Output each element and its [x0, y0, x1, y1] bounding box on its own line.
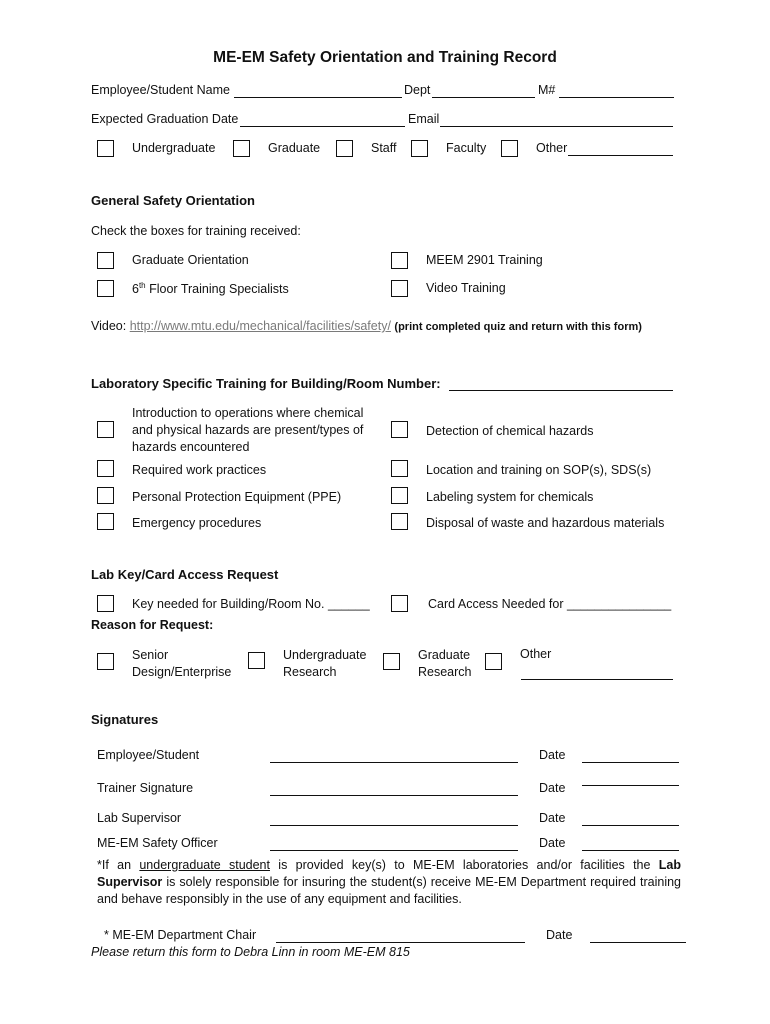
- name-field[interactable]: [234, 97, 402, 98]
- video-link[interactable]: http://www.mtu.edu/mechanical/facilities/safety/: [129, 319, 391, 333]
- chair-date-line[interactable]: [590, 942, 686, 943]
- dept-label: Dept: [404, 83, 431, 97]
- other-reason-checkbox[interactable]: [485, 653, 502, 670]
- lab-item-label: Introduction to operations where chemical and physical hazards are present/types of hazards encountered: [132, 406, 364, 454]
- safety-officer-signature-line[interactable]: [270, 850, 518, 851]
- labeling-checkbox[interactable]: [391, 487, 408, 504]
- lab-item-label: Required work practices: [132, 463, 267, 477]
- signature-row-label: ME-EM Safety Officer: [97, 836, 218, 850]
- form-title: ME-EM Safety Orientation and Training Record: [213, 49, 557, 66]
- undergraduate-checkbox[interactable]: [97, 140, 114, 157]
- meem-2901-checkbox[interactable]: [391, 252, 408, 269]
- date-label: Date: [539, 811, 566, 825]
- training-item-label: Video Training: [426, 281, 506, 295]
- video-label: Video:: [91, 319, 127, 333]
- supervisor-signature-line[interactable]: [270, 825, 518, 826]
- trainer-date-line[interactable]: [582, 785, 679, 786]
- senior-design-checkbox[interactable]: [97, 653, 114, 670]
- employee-date-line[interactable]: [582, 762, 679, 763]
- reason-label: Reason for Request:: [91, 618, 214, 632]
- role-label: Faculty: [446, 141, 487, 155]
- reason-item-label: Undergraduate Research: [283, 648, 367, 679]
- signature-row-label: Trainer Signature: [97, 781, 194, 795]
- building-room-field[interactable]: [449, 390, 673, 391]
- date-label: Date: [539, 836, 566, 850]
- lab-item-label: Detection of chemical hazards: [426, 424, 594, 438]
- emergency-checkbox[interactable]: [97, 513, 114, 530]
- chair-signature-line[interactable]: [276, 942, 525, 943]
- name-label: Employee/Student Name: [91, 83, 230, 97]
- training-item-label: MEEM 2901 Training: [426, 253, 543, 267]
- reason-item-label: Graduate Research: [418, 648, 472, 679]
- faculty-checkbox[interactable]: [411, 140, 428, 157]
- ppe-checkbox[interactable]: [97, 487, 114, 504]
- other-reason-field[interactable]: [521, 679, 673, 680]
- signature-row-label: Lab Supervisor: [97, 811, 182, 825]
- return-note: Please return this form to Debra Linn in room ME-EM 815: [91, 945, 410, 959]
- graduate-orientation-checkbox[interactable]: [97, 252, 114, 269]
- training-item-label: Graduate Orientation: [132, 253, 249, 267]
- chair-label: * ME-EM Department Chair: [104, 928, 257, 942]
- signature-row-label: Employee/Student: [97, 748, 200, 762]
- graduate-research-checkbox[interactable]: [383, 653, 400, 670]
- date-label: Date: [539, 748, 566, 762]
- grad-date-field[interactable]: [240, 126, 405, 127]
- detection-checkbox[interactable]: [391, 421, 408, 438]
- intro-operations-checkbox[interactable]: [97, 421, 114, 438]
- mnum-field[interactable]: [559, 97, 674, 98]
- card-access-checkbox[interactable]: [391, 595, 408, 612]
- supervisor-date-line[interactable]: [582, 825, 679, 826]
- work-practices-checkbox[interactable]: [97, 460, 114, 477]
- key-needed-label: Key needed for Building/Room No. ______: [132, 597, 370, 611]
- key-needed-checkbox[interactable]: [97, 595, 114, 612]
- role-label: Staff: [371, 141, 397, 155]
- lab-item-label: Emergency procedures: [132, 516, 262, 530]
- general-instruction: Check the boxes for training received:: [91, 224, 301, 238]
- lab-item-label: Disposal of waste and hazardous materials: [426, 516, 665, 530]
- dept-field[interactable]: [432, 97, 535, 98]
- reason-item-label: Senior Design/Enterprise: [132, 648, 232, 679]
- video-line: [91, 319, 642, 333]
- access-heading: Lab Key/Card Access Request: [91, 567, 279, 582]
- undergraduate-research-checkbox[interactable]: [248, 652, 265, 669]
- video-training-checkbox[interactable]: [391, 280, 408, 297]
- card-access-label: Card Access Needed for _______________: [428, 597, 672, 611]
- video-note: (print completed quiz and return with this form): [394, 321, 642, 333]
- safety-officer-date-line[interactable]: [582, 850, 679, 851]
- lab-item-label: Labeling system for chemicals: [426, 490, 594, 504]
- trainer-signature-line[interactable]: [270, 795, 518, 796]
- lab-item-label: Personal Protection Equipment (PPE): [132, 490, 342, 504]
- email-field[interactable]: [440, 126, 673, 127]
- email-label: Email: [408, 112, 440, 126]
- lab-item-label: Location and training on SOP(s), SDS(s): [426, 463, 652, 477]
- other-field[interactable]: [568, 155, 673, 156]
- mnum-label: M#: [538, 83, 556, 97]
- lab-heading: Laboratory Specific Training for Building/Room Number:: [91, 376, 441, 391]
- reason-item-label: Other: [520, 647, 552, 661]
- training-item-label: 6th Floor Training Specialists: [132, 281, 289, 297]
- employee-signature-line[interactable]: [270, 762, 518, 763]
- general-heading: General Safety Orientation: [91, 193, 255, 208]
- date-label: Date: [546, 928, 573, 942]
- role-label: Other: [536, 141, 568, 155]
- waste-disposal-checkbox[interactable]: [391, 513, 408, 530]
- other-checkbox[interactable]: [501, 140, 518, 157]
- floor-training-checkbox[interactable]: [97, 280, 114, 297]
- date-label: Date: [539, 781, 566, 795]
- grad-date-label: Expected Graduation Date: [91, 112, 239, 126]
- graduate-checkbox[interactable]: [233, 140, 250, 157]
- signatures-heading: Signatures: [91, 712, 159, 727]
- role-label: Graduate: [268, 141, 321, 155]
- role-label: Undergraduate: [132, 141, 216, 155]
- undergraduate-key-note: *If an undergraduate student is provided key(s) to ME-EM laboratories and/or facilities the Lab Supervisor is solely responsible for insuring the student(s) receive ME-EM Department required training and behave responsibly in the use of any equipment and facilities.: [97, 858, 681, 906]
- sop-sds-checkbox[interactable]: [391, 460, 408, 477]
- staff-checkbox[interactable]: [336, 140, 353, 157]
